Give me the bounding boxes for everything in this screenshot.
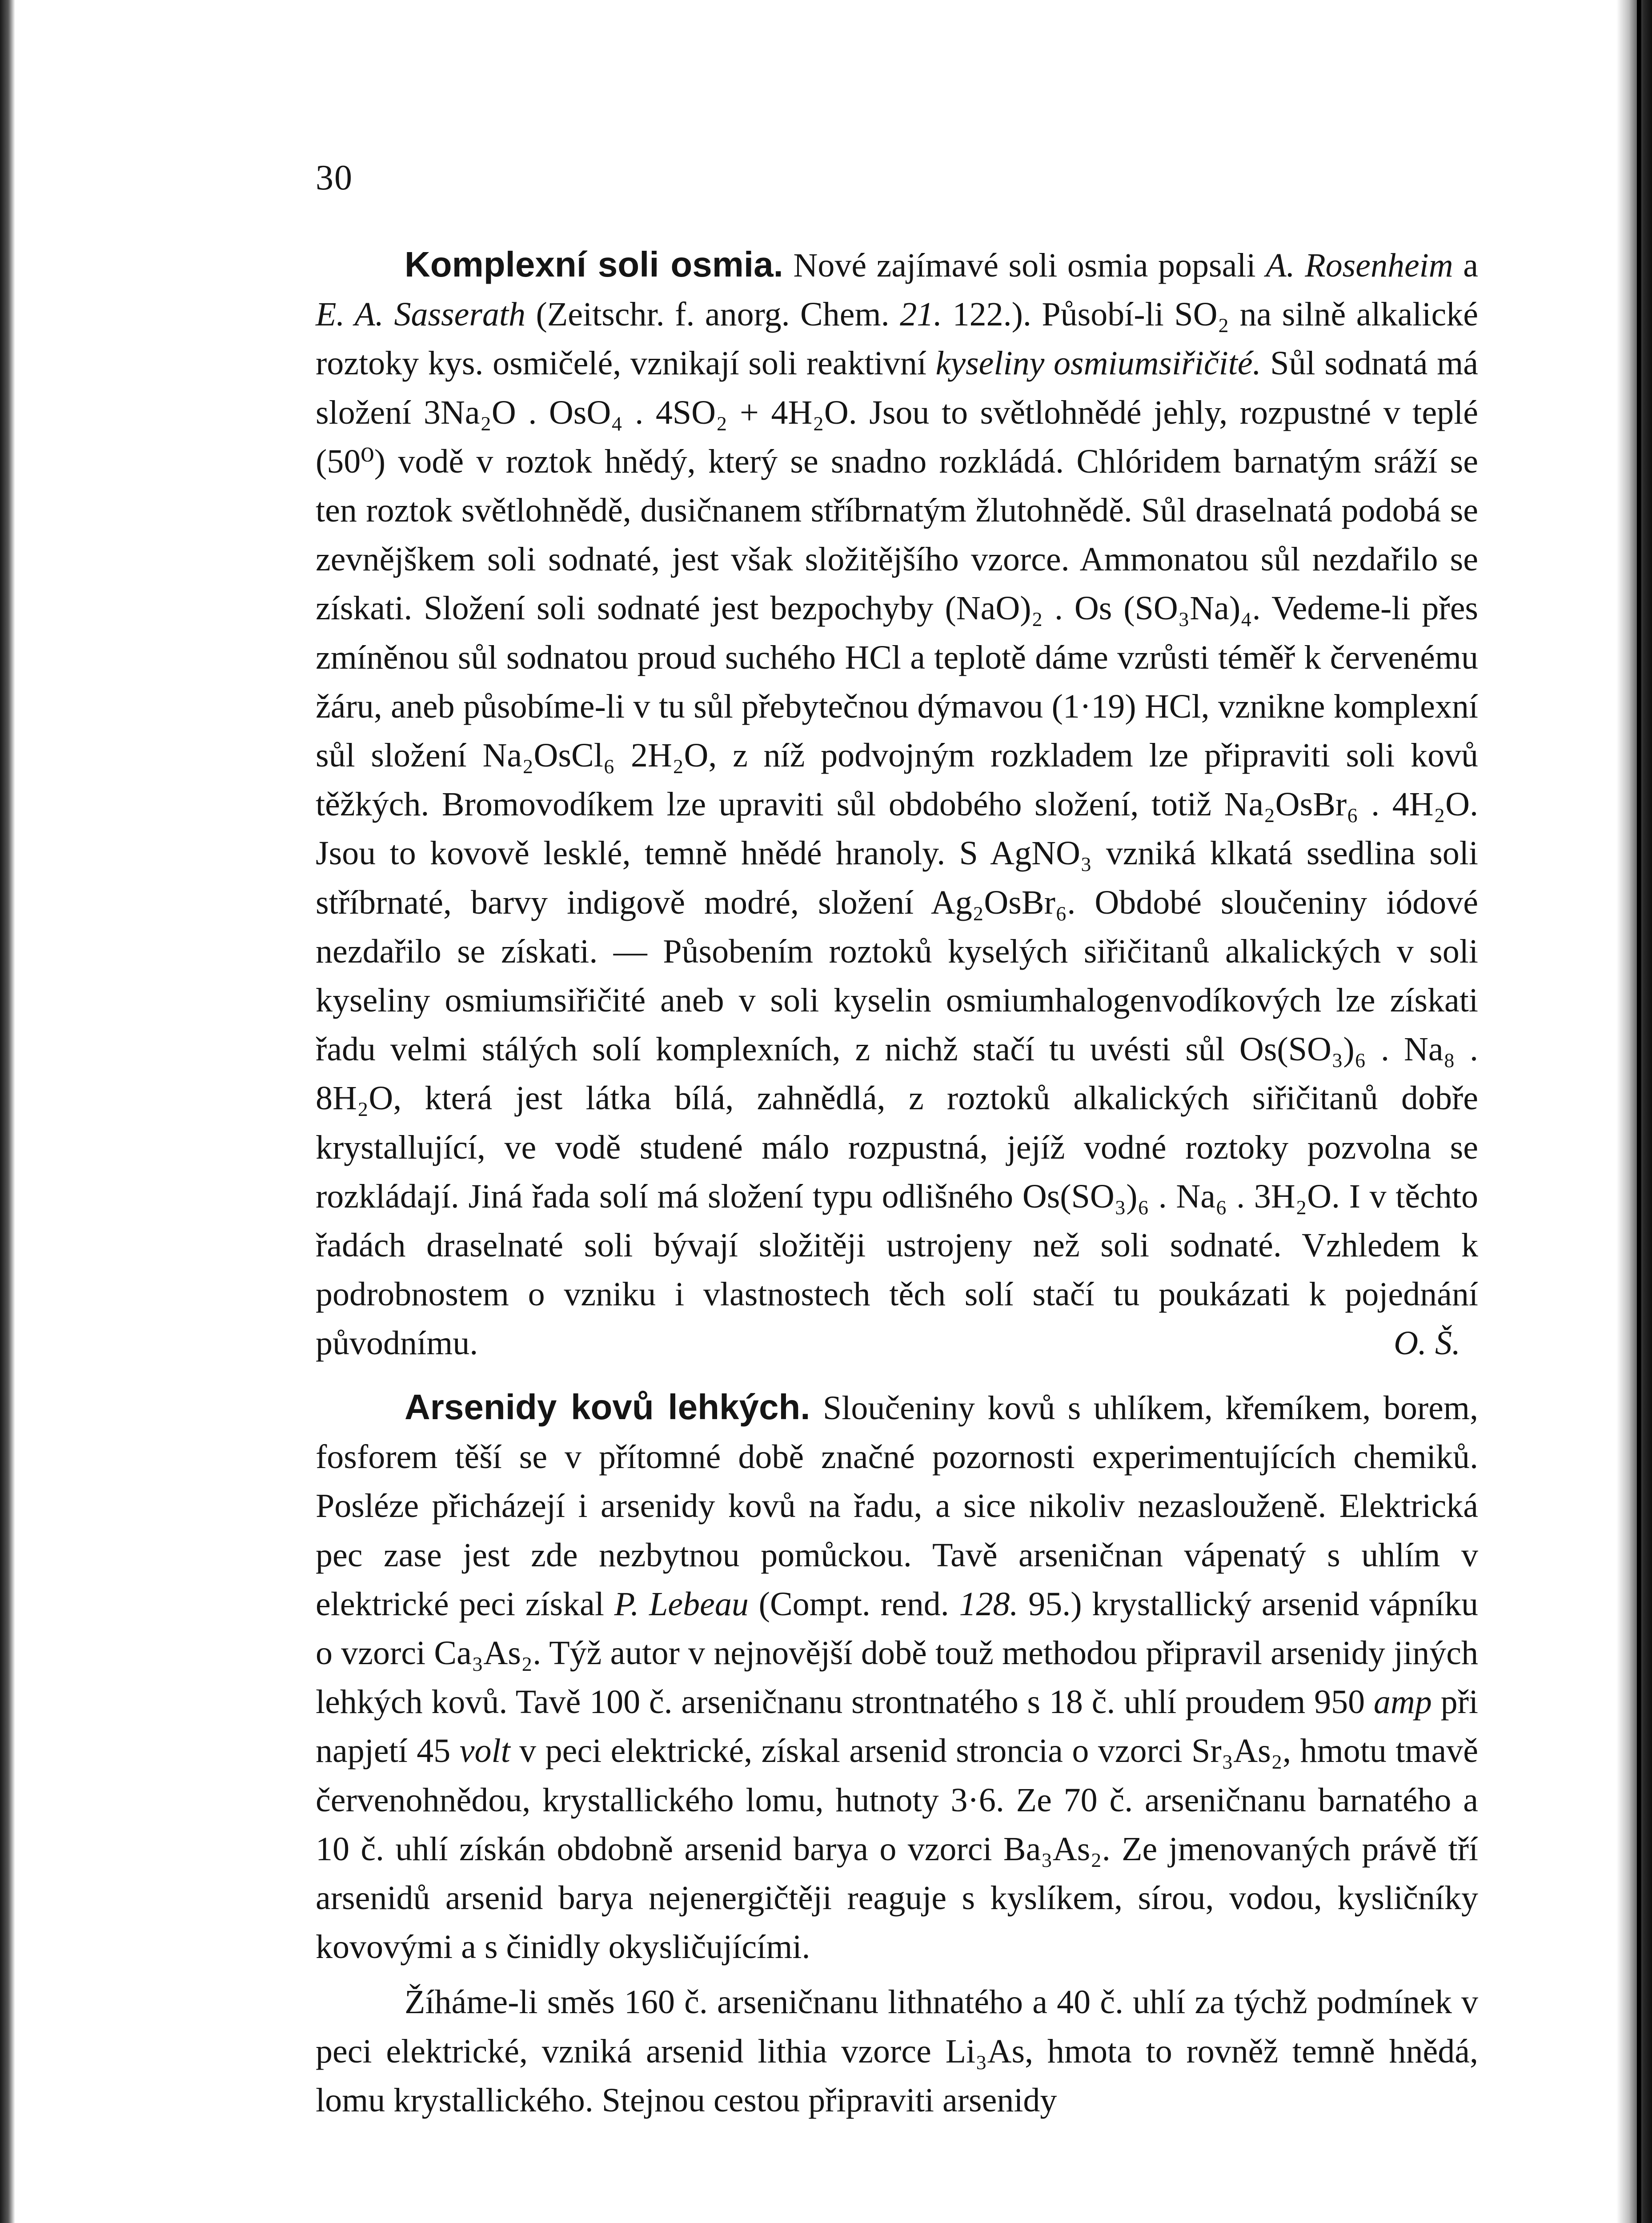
section-heading-arsenides: Arsenidy kovů lehkých.	[405, 1387, 810, 1427]
scan-shadow-left	[0, 0, 15, 2223]
emphasis-term: kyseliny osmiumsiřičité.	[935, 345, 1261, 382]
page-number: 30	[316, 158, 353, 197]
author-name: P. Lebeau	[614, 1585, 749, 1623]
text-run: a	[1453, 247, 1478, 284]
unit-term: volt	[459, 1732, 510, 1770]
text-run: v peci elektrické, získal arsenid stroncia o vzorci Sr₃As₂, hmotu tmavě červenohnědou, krystallického lomu, hutnoty 3·6. Ze 70 č. arseničnanu barnatého a 10 č. uhlí získán obdobně arsenid barya o vzorci Ba₃As₂. Ze jmenovaných právě tří arsenidů arsenid barya nejenergičtěji reaguje s kyslíkem, sírou, vodou, kysličníky kovovými a s činidly okysličujícími.	[316, 1732, 1478, 1966]
text-run: Sůl sodnatá má složení 3Na₂O . OsO₄ . 4SO₂ + 4H₂O. Jsou to světlohnědé jehly, rozpustné v teplé (50⁰) vodě v roztok hnědý, který se snadno rozkládá. Chlóridem barnatým sráží se ten roztok světlohnědě, dusičnanem stříbrnatým žlutohnědě. Sůl draselnatá podobá se zevnějškem soli sodnaté, jest však složitějšího vzorce. Ammonatou sůl nezdařilo se získati. Složení soli sodnaté jest bezpochyby (NaO)₂ . Os (SO₃Na)₄. Vedeme-li přes zmíněnou sůl sodnatou proud suchého HCl a teplotě dáme vzrůsti téměř k červenému žáru, aneb působíme-li v tu sůl přebytečnou dýmavou (1·19) HCl, vznikne komplexní sůl složení Na₂OsCl₆ 2H₂O, z níž podvojným rozkladem lze připraviti soli kovů těžkých. Bromovodíkem lze upraviti sůl obdobého složení, totiž Na₂OsBr₆ . 4H₂O. Jsou to kovově lesklé, temně hnědé hranoly. S AgNO₃ vzniká klkatá ssedlina soli stříbrnaté, barvy indigově modré, složení Ag₂OsBr₆. Obdobé sloučeniny iódové nezdařilo se získati. — Působením roztoků kyselých siřičitanů alkalických v soli kyseliny osmiumsiřičité aneb v soli kyselin osmiumhalogenvodíkových lze získati řadu velmi stálých solí komplexních, z nichž stačí tu uvésti sůl Os(SO₃)₆ . Na₈ . 8H₂O, která jest látka bílá, zahnědlá, z roztoků alkalických siřičitanů dobře krystallující, ve vodě studené málo rozpustná, jejíž vodné roztoky pozvolna se rozkládají. Jiná řada solí má složení typu odlišného Os(SO₃)₆ . Na₆ . 3H₂O. I v těchto řadách draselnaté soli bývají složitěji ustrojeny než soli sodnaté. Vzhledem k podrobnostem o vzniku i vlastnostech těch solí stačí tu poukázati k pojednání původnímu.	[316, 345, 1479, 1362]
article-arsenides-paragraph-1	[316, 1383, 1478, 1971]
article-arsenides-paragraph-2: Žíháme-li směs 160 č. arseničnanu lithnatého a 40 č. uhlí za týchž podmínek v peci elektrické, vzniká arsenid lithia vzorce Li₃As, hmota to rovněž temně hnědá, lomu krystallického. Stejnou cestou připraviti arsenidy	[316, 1983, 1478, 2119]
section-heading-osmium: Komplexní soli osmia.	[405, 245, 783, 284]
text-run: při napjetí 45	[316, 1683, 1478, 1770]
author-signature: O. Š.	[1394, 1324, 1460, 1362]
text-run: 122.). Působí-li SO₂ na silně alkalické roztoky kys. osmičelé, vznikají soli reaktivní	[316, 296, 1478, 382]
text-run: (Zeitschr. f. anorg. Chem.	[525, 296, 900, 333]
volume-number: 21.	[900, 296, 942, 333]
text-run: (Compt. rend.	[748, 1585, 959, 1623]
volume-number: 128.	[959, 1585, 1018, 1623]
article-osmium-paragraph	[316, 240, 1478, 1368]
text-run: Sloučeniny kovů s uhlíkem, křemíkem, borem, fosforem těší se v přítomné době značné pozornosti experimentujících chemiků. Posléze přicházejí i arsenidy kovů na řadu, a sice nikoliv nezaslouženě. Elektrická pec zase jest zde nezbytnou pomůckou. Tavě arseničnan vápenatý s uhlím v elektrické peci získal	[316, 1389, 1478, 1623]
scan-shadow-right	[1616, 0, 1652, 2223]
text-run: 95.) krystallický arsenid vápníku o vzorci Ca₃As₂. Týž autor v nejnovější době touž methodou připravil arsenidy jiných lehkých kovů. Tavě 100 č. arseničnanu strontnatého s 18 č. uhlí proudem 950	[316, 1585, 1479, 1721]
author-name: A. Rosenheim	[1266, 247, 1453, 284]
article-osmium	[316, 240, 1478, 1368]
text-run: Nové zajímavé soli osmia popsali	[783, 247, 1266, 284]
article-arsenides	[316, 1383, 1478, 2125]
author-name: E. A. Sasserath	[316, 296, 526, 333]
unit-term: amp	[1373, 1683, 1432, 1721]
